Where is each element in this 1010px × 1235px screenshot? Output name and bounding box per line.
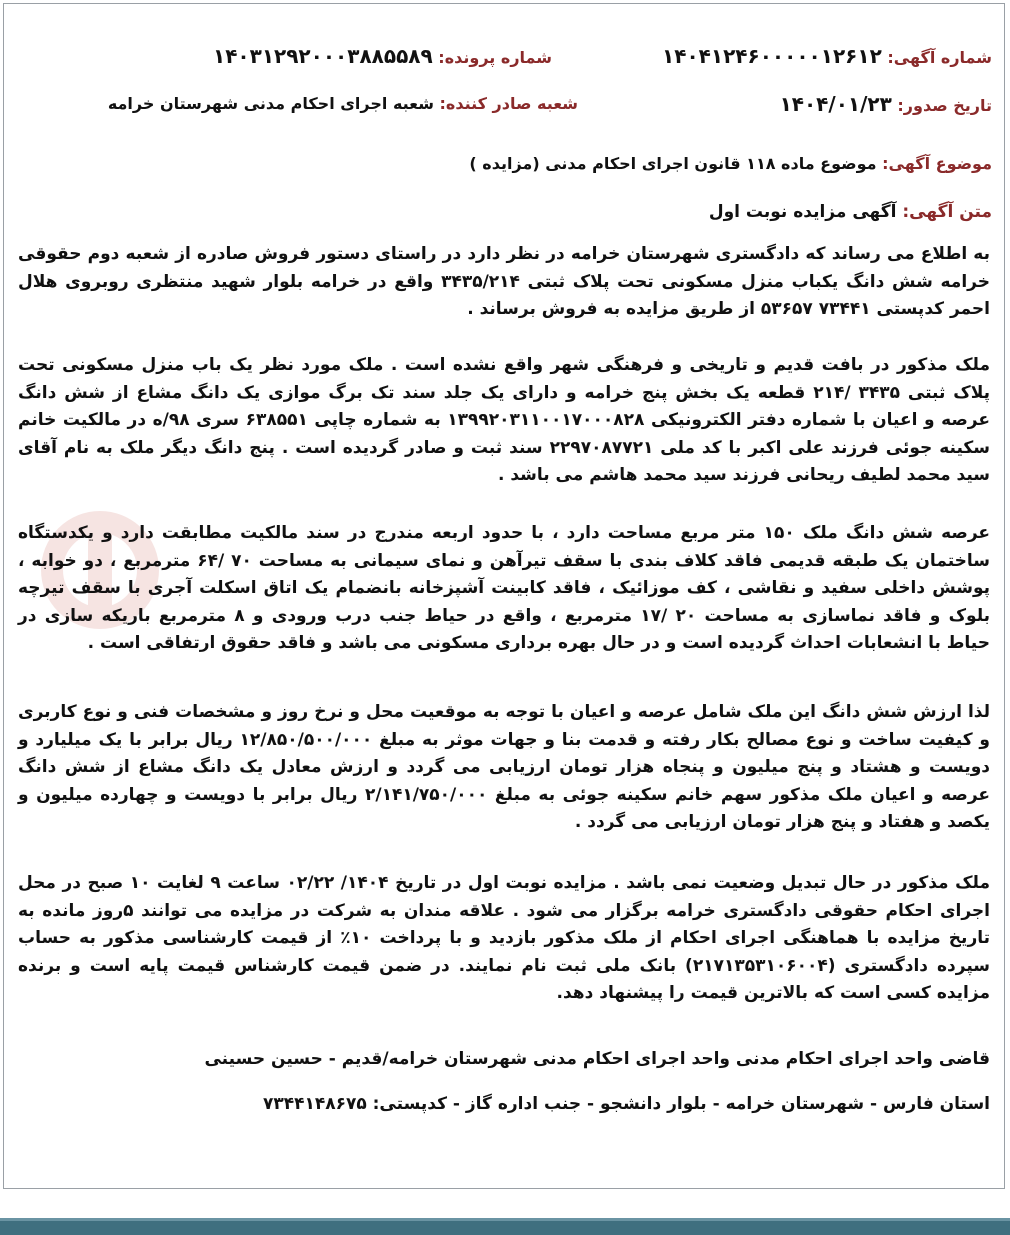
paragraph-valuation: لذا ارزش شش دانگ این ملک شامل عرصه و اعیان با توجه به موقعیت محل و نرخ روز و مشخصات فنی و نوع کاربری و کیفیت ساخت و نوع مصالح بکار رفته و قدمت بنا و جهات موثر به مبلغ ۱۲/۸۵۰/۵۰۰/۰۰۰ ریال برابر با یک میلیارد و دویست و هشتاد و پنج میلیون و پنجاه هزار تومان ارزیابی می گردد و ارزش معادل یک دانگ مشاع از شش دانگ عرصه و اعیان ملک مذکور سهم خانم سکینه جوئی به مبلغ ۲/۱۴۱/۷۵۰/۰۰۰ ریال برابر با دویست و چهارده میلیون و یکصد و هفتاد و پنج هزار تومان ارزیابی می گردد .: [18, 702, 991, 832]
judge-signature: قاضی واحد اجرای احکام مدنی واحد اجرای احکام مدنی شهرستان خرامه/قدیم - حسین حسینی: [204, 1049, 990, 1069]
case-number-label: شماره پرونده:: [438, 48, 552, 67]
body-title-label: متن آگهی:: [902, 202, 992, 222]
paragraph-auction-details: ملک مذکور در حال تبدیل وضعیت نمی باشد . مزایده نوبت اول در تاریخ ۱۴۰۴/ ۰۲/۲۲ ساعت ۹ لغایت ۱۰ صبح در محل اجرای احکام حقوقی دادگستری خرامه برگزار می شود . علاقه مندان به شرکت در مزایده می توانند ۵روز مانده به تاریخ مزایده با هماهنگی اجرای احکام از ملک مذکور بازدید و با پرداخت ۱۰٪ از قیمت کارشناسی مذکور به حساب سپرده دادگستری (۲۱۷۱۳۵۳۱۰۶۰۰۴) بانک ملی ثبت نام نمایند. در ضمن قیمت کارشناس قیمت پایه است و برنده مزایده کسی است که بالاترین قیمت را پیشنهاد دهد.: [18, 873, 991, 1003]
subject-row: [469, 152, 992, 176]
ad-number-label: شماره آگهی:: [887, 48, 992, 67]
paragraph-intro: به اطلاع می رساند که دادگستری شهرستان خرامه در نظر دارد در راستای دستور فروش صادره از شعبه دوم حقوقی خرامه شش دانگ یکباب منزل مسکونی تحت پلاک ثبتی ۳۴۳۵/۲۱۴ واقع در خرامه بلوار شهید منتظری روبروی هلال احمر کدپستی ۷۳۴۴۱ ۵۳۶۵۷ از طریق مزایده به فروش برساند .: [18, 244, 990, 319]
office-address: استان فارس - شهرستان خرامه - بلوار دانشجو - جنب اداره گاز - کدپستی: ۷۳۴۴۱۴۸۶۷۵: [262, 1094, 990, 1114]
body-title-row: [709, 200, 992, 224]
issue-date-label: تاریخ صدور:: [897, 96, 992, 115]
paragraph-property-description: عرصه شش دانگ ملک ۱۵۰ متر مربع مساحت دارد ، با حدود اربعه مندرج در سند مالکیت مطابقت دارد و یکدستگاه ساختمان یک طبقه قدیمی فاقد کلاف بندی با سقف تیرآهن و نمای سیمانی به مساحت ۷۰ /۶۴ مترمربع ، دو خوابه ، پوشش داخلی سفید و نقاشی ، کف موزائیک ، فاقد کابینت آشپزخانه بانضمام یک اتاق اسکلت آجری با سقف تیرچه بلوک و فاقد نماسازی به مساحت ۲۰ /۱۷ مترمربع ، واقع در حیاط جنب درب ورودی و ۸ مترمربع باریکه سازی در حیاط با انشعابات احداث گردیده است و در حال بهره برداری مسکونی می باشد و فاقد حقوق ارتفاقی است .: [18, 523, 991, 653]
issuing-branch-value: شعبه اجرای احکام مدنی شهرستان خرامه: [107, 94, 434, 113]
case-number-row: [213, 44, 552, 70]
subject-value: موضوع ماده ۱۱۸ قانون اجرای احکام مدنی (مزایده ): [469, 154, 877, 173]
subject-label: موضوع آگهی:: [882, 154, 992, 173]
paragraph-property-status: ملک مذکور در بافت قدیم و تاریخی و فرهنگی شهر واقع نشده است . ملک مورد نظر یک باب منزل مسکونی تحت پلاک ثبتی ۳۴۳۵ /۲۱۴ قطعه یک بخش پنج خرامه و دارای یک جلد سند تک برگ موازی یک دانگ مشاع از شش دانگ عرصه و اعیان با شماره دفتر الکترونیکی ۱۳۹۹۲۰۳۱۱۰۰۱۷۰۰۰۸۲۸ به شماره چاپی ۶۳۸۵۵۱ سری ۹۸/ه در مالکیت خانم سکینه جوئی فرزند علی اکبر با کد ملی ۲۲۹۷۰۸۷۷۲۱ سند ثبت و صادر گردیده است . پنج دانگ دیگر ملک به نام آقای سید محمد لطیف ریحانی فرزند سید محمد هاشم می باشد .: [18, 355, 990, 485]
ad-number-row: [662, 44, 992, 70]
issue-date-value: ۱۴۰۴/۰۱/۲۳: [779, 92, 892, 116]
issuing-branch-row: [108, 92, 578, 116]
body-title-value: آگهی مزایده نوبت اول: [708, 202, 897, 222]
bottom-status-bar: [0, 1218, 1010, 1235]
ad-number-value: ۱۴۰۴۱۲۴۶۰۰۰۰۰۱۲۶۱۲: [662, 44, 882, 68]
case-number-value: ۱۴۰۳۱۲۹۲۰۰۰۳۸۸۵۵۸۹: [212, 44, 433, 68]
issuing-branch-label: شعبه صادر کننده:: [439, 94, 578, 113]
issue-date-row: [780, 92, 992, 118]
